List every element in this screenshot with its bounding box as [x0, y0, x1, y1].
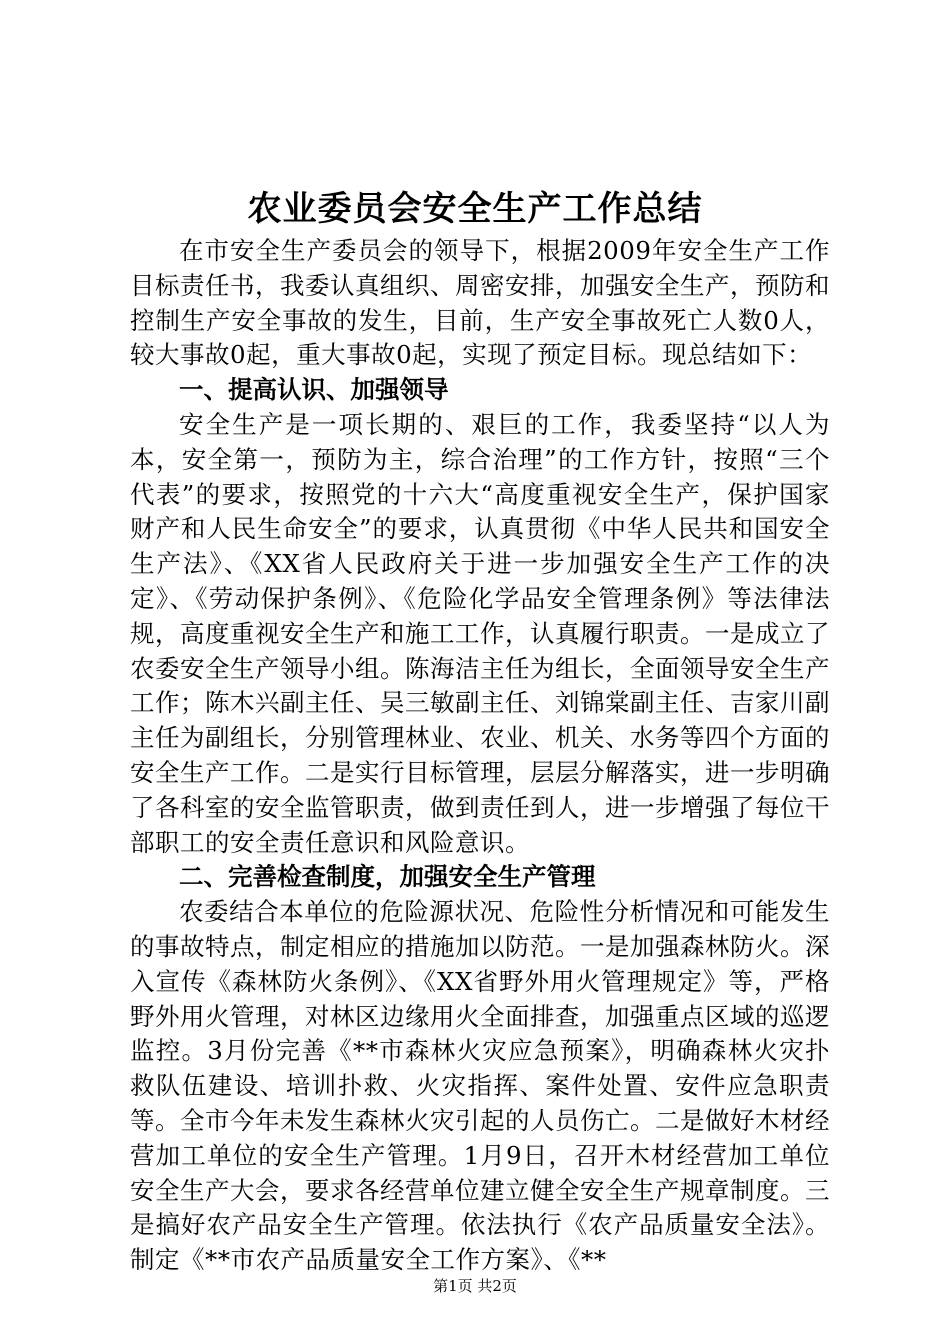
intro-paragraph: 在市安全生产委员会的领导下，根据2009年安全生产工作目标责任书，我委认真组织、周密安排，加强安全生产，预防和控制生产安全事故的发生，目前，生产安全事故死亡人数0人，较大事故0起，重大事故0起，实现了预定目标。现总结如下： — [130, 236, 830, 370]
document-title: 农业委员会安全生产工作总结 — [247, 189, 703, 229]
section-heading-1: 一、提高认识、加强领导 — [179, 375, 449, 405]
section-paragraph-1: 安全生产是一项长期的、艰巨的工作，我委坚持“以人为本，安全第一，预防为主，综合治理”的工作方针，按照“三个代表”的要求，按照党的十六大“高度重视安全生产，保护国家财产和人民生命安全”的要求，认真贯彻《中华人民共和国安全生产法》、《XX省人民政府关于进一步加强安全生产工作的决定》、《劳动保护条例》、《危险化学品安全管理条例》等法律法规，高度重视安全生产和施工工作，认真履行职责。一是成立了农委安全生产领导小组。陈海洁主任为组长，全面领导安全生产工作；陈木兴副主任、吴三敏副主任、刘锦棠副主任、吉家川副主任为副组长，分别管理林业、农业、机关、水务等四个方面的安全生产工作。二是实行目标管理，层层分解落实，进一步明确了各科室的安全监管职责，做到责任到人，进一步增强了每位干部职工的安全责任意识和风险意识。 — [130, 409, 830, 857]
page-footer: 第1页 共2页 — [433, 1277, 517, 1295]
document-body — [130, 234, 830, 1278]
section-heading-2: 二、完善检查制度，加强安全生产管理 — [179, 862, 596, 892]
section-paragraph-2: 农委结合本单位的危险源状况、危险性分析情况和可能发生的事故特点，制定相应的措施加以防范。一是加强森林防火。深入宣传《森林防火条例》、《XX省野外用火管理规定》等，严格野外用火管理，对林区边缘用火全面排查，加强重点区域的巡逻监控。3月份完善《**市森林火灾应急预案》，明确森林火灾扑救队伍建设、培训扑救、火灾指挥、案件处置、安件应急职责等。全市今年未发生森林火灾引起的人员伤亡。二是做好木材经营加工单位的安全生产管理。1月9日，召开木材经营加工单位安全生产大会，要求各经营单位建立健全安全生产规章制度。三是搞好农产品安全生产管理。依法执行《农产品质量安全法》。制定《**市农产品质量安全工作方案》、《** — [130, 897, 830, 1275]
